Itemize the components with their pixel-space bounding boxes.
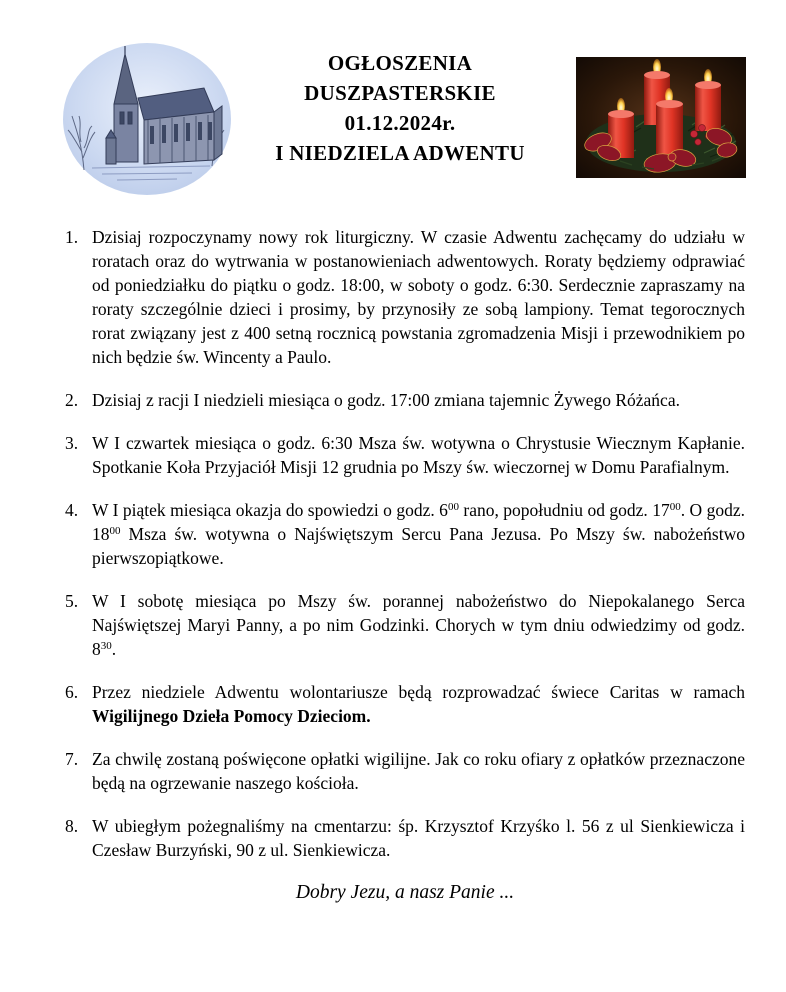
advent-wreath-icon (576, 57, 746, 178)
item-number: 8. (65, 816, 79, 836)
item-number: 1. (65, 227, 79, 247)
advent-wreath-image (576, 57, 746, 178)
item-number: 7. (65, 749, 79, 769)
item-number: 3. (65, 433, 79, 453)
announcement-item (65, 589, 745, 661)
announcement-item (65, 431, 745, 479)
title-line-4: I NIEDZIELA ADWENTU (275, 141, 525, 165)
announcement-item (65, 814, 745, 862)
item-text: Dzisiaj z racji I niedzieli miesiąca o godz. 17:00 zmiana tajemnic Żywego Różańca. (92, 390, 680, 410)
item-text: W ubiegłym pożegnaliśmy na cmentarzu: śp. Krzysztof Krzyśko l. 56 z ul Sienkiewicza i Czesław Burzyński, 90 z ul. Sienkiewicza. (92, 816, 745, 860)
announcement-item (65, 388, 745, 412)
item-text: W I sobotę miesiąca po Mszy św. porannej nabożeństwo do Niepokalanego Serca Najświętszej Maryi Panny, a po nim Godzinki. Chorych w tym dniu odwiedzimy od godz. $8^{30}$. (92, 591, 745, 659)
item-number: 4. (65, 500, 79, 520)
header (0, 0, 786, 197)
item-text: Za chwilę zostaną poświęcone opłatki wigilijne. Jak co roku ofiary z opłatków przeznaczone będą na ogrzewanie naszego kościoła. (92, 749, 745, 793)
item-text: W I piątek miesiąca okazja do spowiedzi o godz. $6^{00}$ rano, popołudniu od godz. $17^{00}$. O godz. $18^{00}$ Msza św. wotywna o Najświętszym Sercu Pana Jezusa. Po Mszy św. nabożeństwo pierwszopiątkowe. (92, 500, 745, 568)
title-line-3: 01.12.2024r. (344, 111, 456, 135)
announcement-item (65, 747, 745, 795)
church-drawing-image (62, 42, 232, 197)
item-number: 2. (65, 390, 79, 410)
closing-prayer: Dobry Jezu, a nasz Panie ... (295, 882, 515, 903)
announcement-item (65, 680, 745, 728)
announcements-list (65, 225, 745, 862)
item-text: Dzisiaj rozpoczynamy nowy rok liturgiczny. W czasie Adwentu zachęcamy do udziału w roratach oraz do wytrwania w postanowieniach adwentowych. Roraty będziemy odprawiać od poniedziałku do piątku o godz. 18:00, w soboty o godz. 6:30. Serdecznie zapraszamy na roraty szczególnie dzieci i prosimy, by przynosiły ze sobą lampiony. Temat tegorocznych rorat związany jest z 400 setną rocznicą powstania zgromadzenia Misji i przewodnikiem po nich będzie św. Wincenty a Paulo. (92, 227, 745, 367)
item-text: Przez niedziele Adwentu wolontariusze będą rozprowadzać świece Caritas w ramach Wigilijnego Dzieła Pomocy Dzieciom. (92, 682, 745, 726)
title-line-2: DUSZPASTERSKIE (304, 81, 496, 105)
announcement-item (65, 498, 745, 570)
page-title (230, 48, 570, 168)
announcement-item (65, 225, 745, 369)
church-icon (62, 42, 232, 197)
item-number: 6. (65, 682, 79, 702)
item-number: 5. (65, 591, 79, 611)
item-text: W I czwartek miesiąca o godz. 6:30 Msza św. wotywna o Chrystusie Wiecznym Kapłanie. Spotkanie Koła Przyjaciół Misji 12 grudnia po Mszy św. wieczornej w Domu Parafialnym. (92, 433, 745, 477)
title-line-1: OGŁOSZENIA (327, 51, 473, 75)
